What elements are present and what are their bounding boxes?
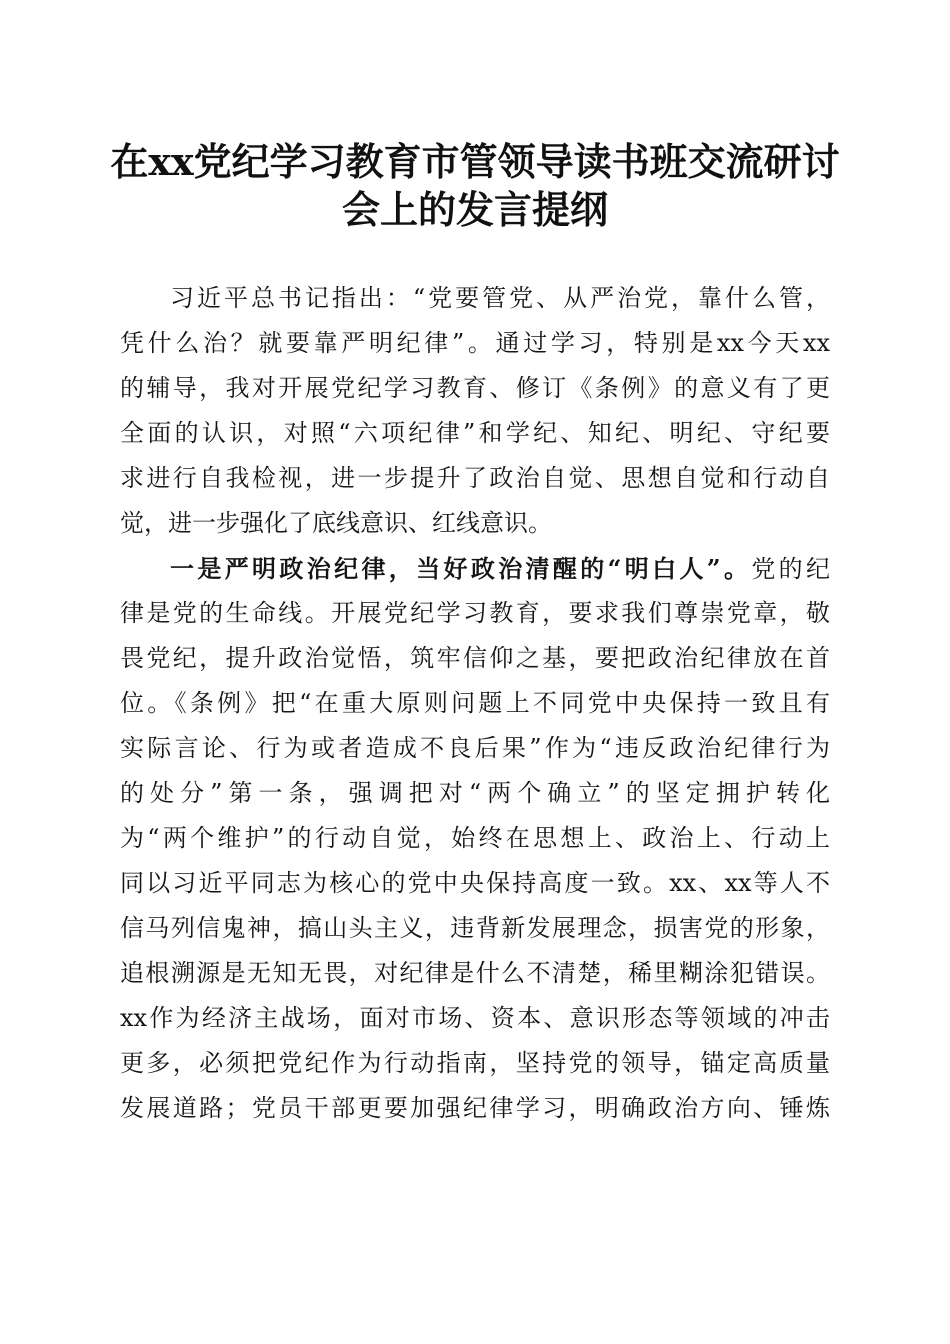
title-line-1: 在xx党纪学习教育市管领导读书班交流研讨	[110, 139, 840, 184]
text-line: 的辅导，我对开展党纪学习教育、修订《条例》的意义有了更	[120, 374, 830, 402]
document-title	[100, 138, 850, 234]
text-line: 求进行自我检视，进一步提升了政治自觉、思想自觉和行动自	[120, 464, 830, 492]
text-line: 的处分”第一条，强调把对“两个确立”的坚定拥护转化	[120, 779, 830, 807]
text-line: 畏党纪，提升政治觉悟，筑牢信仰之基，要把政治纪律放在首	[120, 644, 830, 672]
text-line: 发展道路；党员干部更要加强纪律学习，明确政治方向、锤炼	[120, 1094, 830, 1122]
text-line: 追根溯源是无知无畏，对纪律是什么不清楚，稀里糊涂犯错误。	[120, 959, 830, 987]
text-line: 凭什么治？就要靠严明纪律”。通过学习，特别是xx今天xx	[120, 329, 830, 357]
paragraph-lead-line	[120, 546, 830, 591]
text-line: 全面的认识，对照“六项纪律”和学纪、知纪、明纪、守纪要	[120, 419, 830, 447]
text-line: 觉，进一步强化了底线意识、红线意识。	[120, 509, 552, 537]
text-line: 位。《条例》把“在重大原则问题上不同党中央保持一致且有	[120, 689, 830, 717]
lead-line-rest: 党的纪	[751, 555, 831, 583]
text-line: 实际言论、行为或者造成不良后果”作为“违反政治纪律行为	[120, 734, 830, 762]
text-line: xx作为经济主战场，面对市场、资本、意识形态等领域的冲击	[120, 1004, 830, 1032]
text-line: 习近平总书记指出：“党要管党、从严治党，靠什么管，	[170, 284, 830, 312]
text-line: 更多，必须把党纪作为行动指南，坚持党的领导，锚定高质量	[120, 1049, 830, 1077]
text-line: 为“两个维护”的行动自觉，始终在思想上、政治上、行动上	[120, 824, 830, 852]
title-line-2: 会上的发言提纲	[341, 187, 608, 232]
text-line: 律是党的生命线。开展党纪学习教育，要求我们尊崇党章，敬	[120, 599, 830, 627]
text-line: 同以习近平同志为核心的党中央保持高度一致。xx、xx等人不	[120, 869, 830, 897]
text-line: 信马列信鬼神，搞山头主义，违背新发展理念，损害党的形象，	[120, 914, 830, 942]
section-heading: 一是严明政治纪律，当好政治清醒的“明白人”。	[170, 554, 752, 583]
document-body	[120, 276, 830, 1131]
